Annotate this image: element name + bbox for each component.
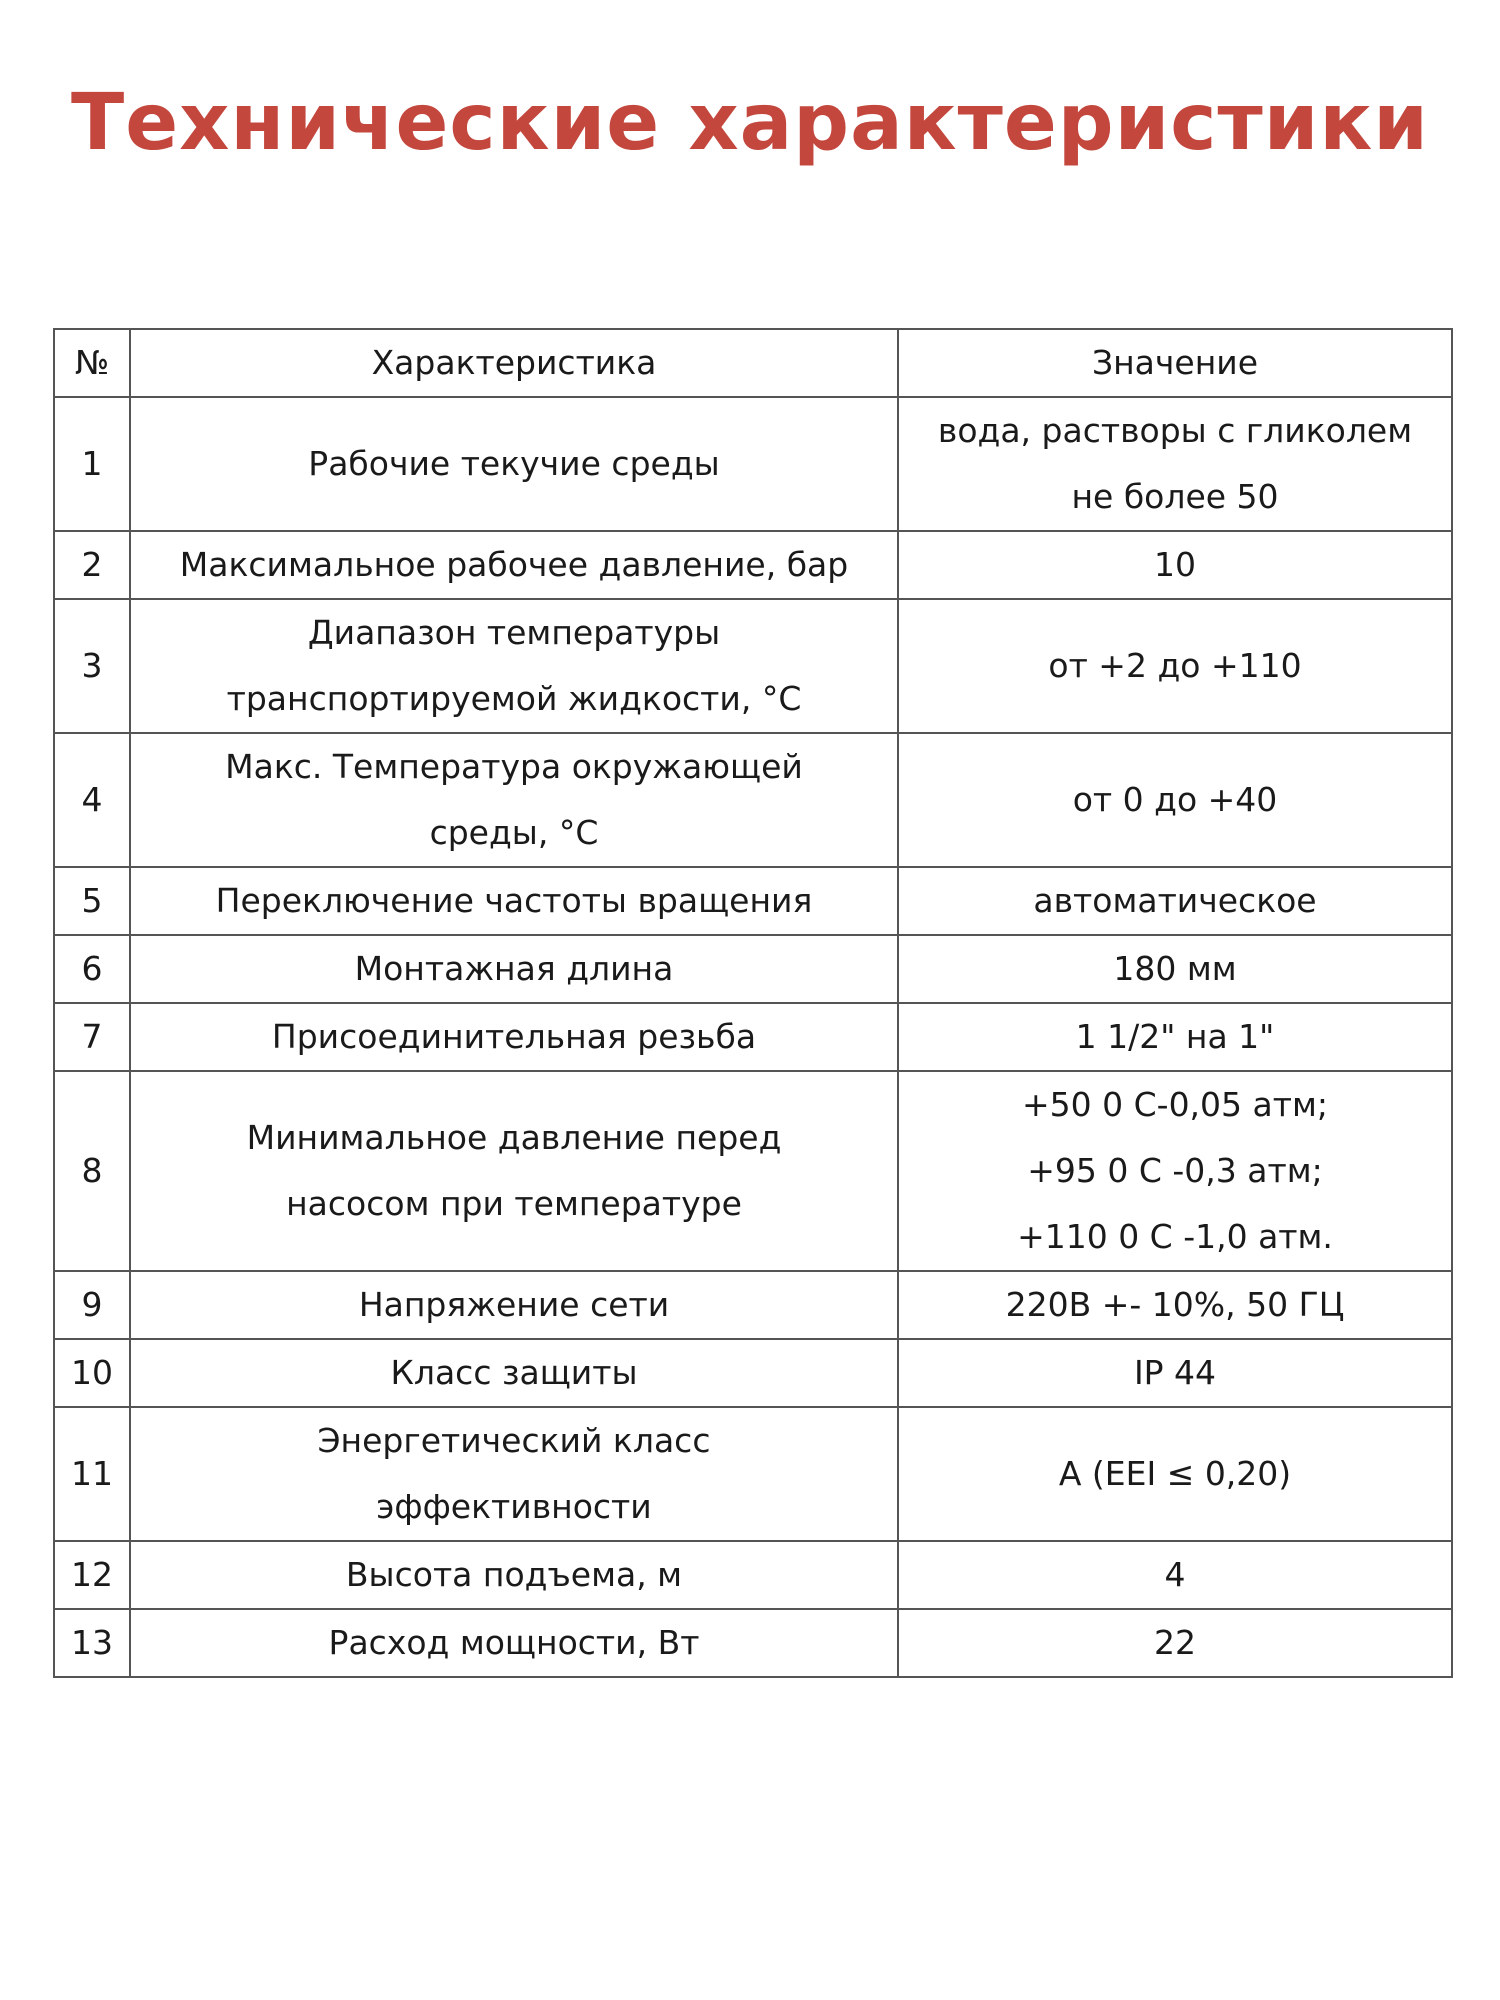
row-number: 12 (54, 1541, 130, 1609)
row-number: 2 (54, 531, 130, 599)
row-number: 11 (54, 1407, 130, 1541)
row-characteristic: Напряжение сети (130, 1271, 898, 1339)
row-characteristic: Макс. Температура окружающей среды, °С (130, 733, 898, 867)
row-value: вода, растворы с гликолем не более 50 (898, 397, 1452, 531)
row-value: +50 0 С-0,05 атм; +95 0 С -0,3 атм; +110 0 С -1,0 атм. (898, 1071, 1452, 1271)
table-row (54, 867, 1452, 935)
row-value: 180 мм (898, 935, 1452, 1003)
row-value: 10 (898, 531, 1452, 599)
table-row (54, 1271, 1452, 1339)
row-characteristic: Минимальное давление перед насосом при температуре (130, 1071, 898, 1271)
row-number: 4 (54, 733, 130, 867)
row-value: IP 44 (898, 1339, 1452, 1407)
table-row (54, 1407, 1452, 1541)
row-number: 6 (54, 935, 130, 1003)
row-number: 9 (54, 1271, 130, 1339)
row-value: 4 (898, 1541, 1452, 1609)
row-value: 1 1/2" на 1" (898, 1003, 1452, 1071)
table-row (54, 1609, 1452, 1677)
row-number: 1 (54, 397, 130, 531)
row-characteristic: Класс защиты (130, 1339, 898, 1407)
table-row (54, 935, 1452, 1003)
row-value: автоматическое (898, 867, 1452, 935)
row-value: A (EEI ≤ 0,20) (898, 1407, 1452, 1541)
row-characteristic: Энергетический класс эффективности (130, 1407, 898, 1541)
row-characteristic: Высота подъема, м (130, 1541, 898, 1609)
row-value: от +2 до +110 (898, 599, 1452, 733)
row-number: 10 (54, 1339, 130, 1407)
header-characteristic: Характеристика (130, 329, 898, 397)
spec-table (53, 328, 1453, 1678)
row-characteristic: Расход мощности, Вт (130, 1609, 898, 1677)
row-characteristic: Присоединительная резьба (130, 1003, 898, 1071)
row-value: 220В +- 10%, 50 ГЦ (898, 1271, 1452, 1339)
row-number: 7 (54, 1003, 130, 1071)
row-characteristic: Максимальное рабочее давление, бар (130, 531, 898, 599)
row-characteristic: Переключение частоты вращения (130, 867, 898, 935)
row-characteristic: Монтажная длина (130, 935, 898, 1003)
table-row (54, 397, 1452, 531)
table-row (54, 599, 1452, 733)
row-number: 5 (54, 867, 130, 935)
table-row (54, 733, 1452, 867)
table-header-row (54, 329, 1452, 397)
row-value: от 0 до +40 (898, 733, 1452, 867)
row-number: 3 (54, 599, 130, 733)
row-number: 8 (54, 1071, 130, 1271)
table-row (54, 1003, 1452, 1071)
page-title: Технические характеристики (71, 78, 1429, 168)
table-row (54, 1071, 1452, 1271)
row-number: 13 (54, 1609, 130, 1677)
row-characteristic: Рабочие текучие среды (130, 397, 898, 531)
row-characteristic: Диапазон температуры транспортируемой жидкости, °С (130, 599, 898, 733)
header-value: Значение (898, 329, 1452, 397)
table-row (54, 1541, 1452, 1609)
header-number: № (54, 329, 130, 397)
table-row (54, 531, 1452, 599)
row-value: 22 (898, 1609, 1452, 1677)
table-row (54, 1339, 1452, 1407)
